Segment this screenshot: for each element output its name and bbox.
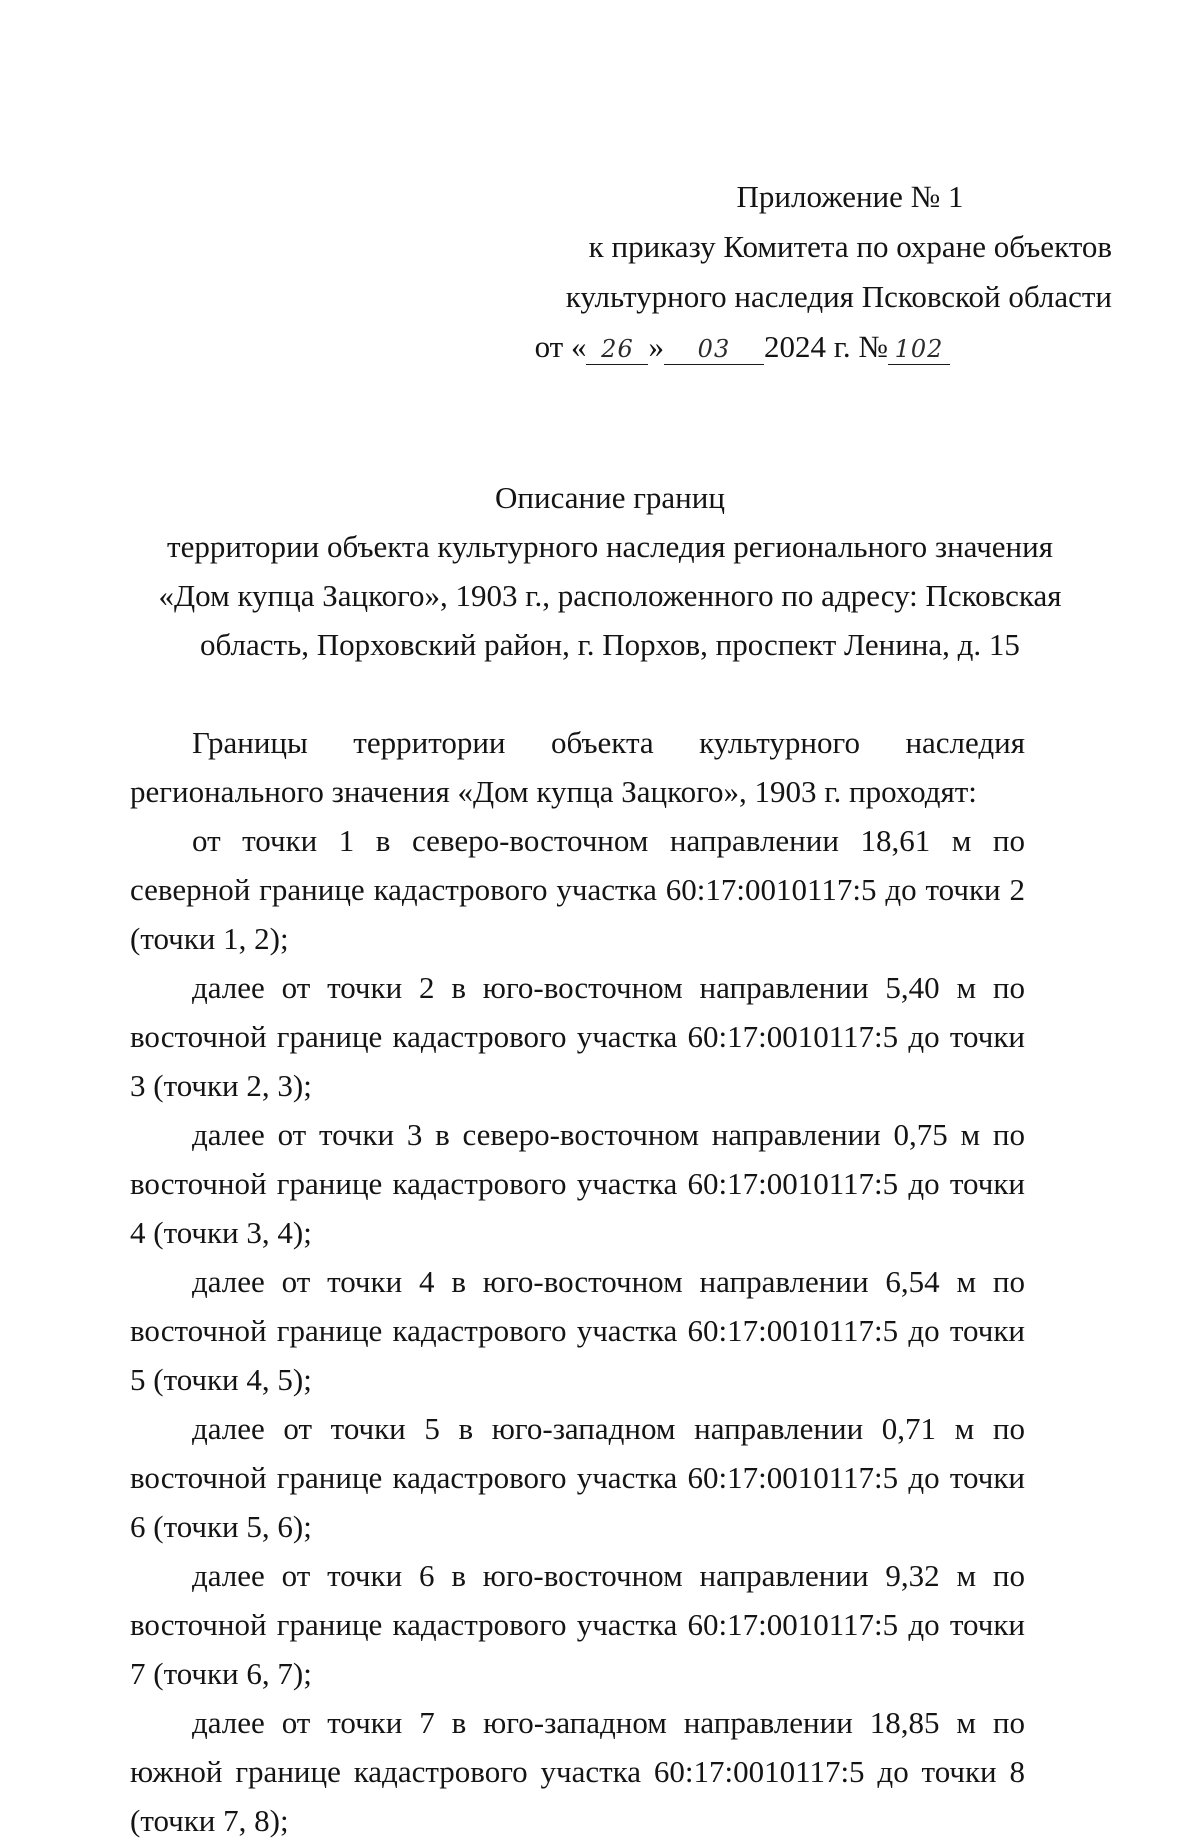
boundary-segment-6: далее от точки 6 в юго-восточном направлении 9,32 м по восточной границе кадастрового участка 60:17:0010117:5 до точки 7 (точки 6, 7); — [130, 1558, 1025, 1691]
boundary-description — [130, 718, 1025, 1845]
date-quote-close: » — [648, 329, 664, 364]
title-line-4: область, Порховский район, г. Порхов, проспект Ленина, д. 15 — [200, 627, 1020, 662]
date-month-field — [664, 330, 764, 365]
boundary-segment-7: далее от точки 7 в юго-западном направлении 18,85 м по южной границе кадастрового участка 60:17:0010117:5 до точки 8 (точки 7, 8); — [130, 1705, 1025, 1838]
title-line-3: «Дом купца Зацкого», 1903 г., расположенного по адресу: Псковская — [158, 578, 1062, 613]
appendix-title: Приложение № 1 — [736, 179, 964, 214]
date-day-field — [586, 330, 648, 365]
boundary-segment-2: далее от точки 2 в юго-восточном направлении 5,40 м по восточной границе кадастрового участка 60:17:0010117:5 до точки 3 (точки 2, 3); — [130, 970, 1025, 1103]
boundary-segment-3: далее от точки 3 в северо-восточном направлении 0,75 м по восточной границе кадастрового участка 60:17:0010117:5 до точки 4 (точки 3, 4); — [130, 1117, 1025, 1250]
order-number-field — [888, 330, 950, 365]
order-reference: к приказу Комитета по охране объектов — [588, 229, 1112, 264]
boundary-segment-4: далее от точки 4 в юго-восточном направлении 6,54 м по восточной границе кадастрового участка 60:17:0010117:5 до точки 5 (точки 4, 5); — [130, 1264, 1025, 1397]
document-title — [130, 473, 1090, 669]
date-month-handwritten: 03 — [697, 335, 731, 363]
date-prefix: от « — [534, 329, 587, 364]
order-date-line — [520, 322, 1120, 372]
boundary-segment-1: от точки 1 в северо-восточном направлении 18,61 м по северной границе кадастрового участка 60:17:0010117:5 до точки 2 (точки 1, 2); — [130, 823, 1025, 956]
title-line-1: Описание границ — [495, 480, 725, 515]
intro-paragraph: Границы территории объекта культурного наследия регионального значения «Дом купца Зацкого», 1903 г. проходят: — [130, 725, 1025, 809]
boundary-segment-5: далее от точки 5 в юго-западном направлении 0,71 м по восточной границе кадастрового участка 60:17:0010117:5 до точки 6 (точки 5, 6); — [130, 1411, 1025, 1544]
order-number-handwritten: 102 — [894, 335, 944, 363]
title-line-2: территории объекта культурного наследия регионального значения — [167, 529, 1053, 564]
committee-name: культурного наследия Псковской области — [565, 279, 1112, 314]
appendix-header — [520, 172, 1120, 372]
date-day-handwritten: 26 — [601, 335, 634, 363]
date-year-text: 2024 г. № — [763, 329, 888, 364]
